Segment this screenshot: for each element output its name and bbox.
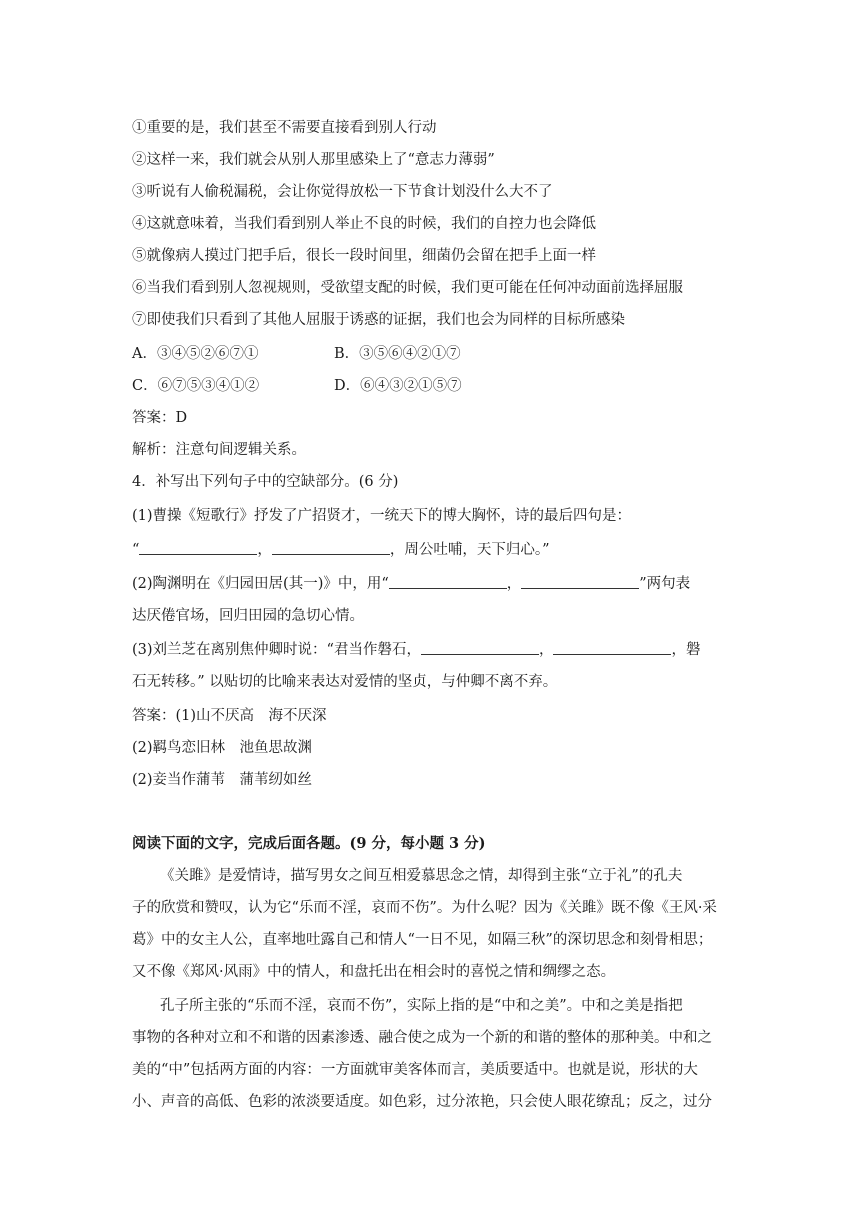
comma: ，	[538, 642, 554, 658]
q4-part3-line1	[132, 640, 700, 660]
q4-answer-2: (2)羁鸟恋旧林 池鱼思故渊	[132, 740, 313, 756]
option-c: C．⑥⑦⑤③④①②	[132, 378, 260, 394]
fill-blank-6[interactable]	[553, 640, 671, 655]
part2-head: (2)陶渊明在《归园田居(其一)》中，用“	[132, 576, 389, 592]
reading-p1-line1: 《关雎》是爱情诗，描写男女之间互相爱慕思念之情，却得到主张“立于礼”的孔夫	[160, 868, 683, 884]
fill-blank-5[interactable]	[421, 640, 539, 655]
reading-heading: 阅读下面的文字，完成后面各题。(9 分，每小题 3 分)	[132, 835, 486, 852]
comma: ，	[506, 576, 522, 592]
option-d: D．⑥④③②①⑤⑦	[334, 378, 462, 394]
reading-p2-line4: 小、声音的高低、色彩的浓淡要适度。如色彩，过分浓艳，只会使人眼花缭乱；反之，过分	[132, 1094, 712, 1110]
q4-part2-line1	[132, 574, 690, 594]
order-item-2: ②这样一来，我们就会从别人那里感染上了“意志力薄弱”	[132, 152, 495, 168]
order-item-7: ⑦即使我们只看到了其他人屈服于诱惑的证据，我们也会为同样的目标所感染	[132, 312, 625, 328]
q4-answer-1: 答案：(1)山不厌高 海不厌深	[132, 708, 327, 724]
reading-p2-line1: 孔子所主张的“乐而不淫，哀而不伤”，实际上指的是“中和之美”。中和之美是指把	[160, 998, 683, 1014]
fill-blank-2[interactable]	[272, 540, 390, 555]
order-item-5: ⑤就像病人摸过门把手后，很长一段时间里，细菌仍会留在把手上面一样	[132, 248, 596, 264]
reading-p2-line3: 美的“中”包括两方面的内容：一方面就审美客体而言，美质要适中。也就是说，形状的大	[132, 1062, 698, 1078]
order-item-6: ⑥当我们看到别人忽视规则，受欲望支配的时候，我们更可能在任何冲动面前选择屈服	[132, 280, 683, 296]
reading-p1-line3: 葛》中的女主人公，直率地吐露自己和情人“一日不见，如隔三秋”的深切思念和刻骨相思；	[132, 932, 713, 948]
reading-p1-line2: 子的欣赏和赞叹，认为它“乐而不淫，哀而不伤”。为什么呢？因为《关雎》既不像《王风·采	[132, 900, 717, 916]
order-item-3: ③听说有人偷税漏税，会让你觉得放松一下节食计划没什么大不了	[132, 184, 553, 200]
q4-part3-line2: 石无转移。” 以贴切的比喻来表达对爱情的坚贞，与仲卿不离不弃。	[132, 674, 558, 690]
q3-answer: 答案：D	[132, 410, 188, 426]
fill-blank-3[interactable]	[389, 574, 507, 589]
reading-p2-line2: 事物的各种对立和不和谐的因素渗透、融合使之成为一个新的和谐的整体的那种美。中和之	[132, 1030, 712, 1046]
order-item-4: ④这就意味着，当我们看到别人举止不良的时候，我们的自控力也会降低	[132, 216, 596, 232]
comma: ，	[257, 542, 272, 558]
part3-tail: ，磐	[671, 642, 701, 658]
part1-tail: ，周公吐哺，天下归心。”	[389, 542, 550, 558]
option-a: A．③④⑤②⑥⑦①	[132, 346, 259, 362]
q4-part1-line1: (1)曹操《短歌行》抒发了广招贤才，一统天下的博大胸怀，诗的最后四句是：	[132, 508, 632, 524]
part3-head: (3)刘兰芝在离别焦仲卿时说：“君当作磐石，	[132, 642, 421, 658]
q4-title: 4．补写出下列句子中的空缺部分。(6 分)	[132, 474, 399, 490]
q4-part1-line2	[132, 540, 550, 560]
option-b: B．③⑤⑥④②①⑦	[334, 346, 461, 362]
q3-analysis: 解析：注意句间逻辑关系。	[132, 442, 306, 458]
q4-part2-line2: 达厌倦官场，回归田园的急切心情。	[132, 608, 364, 624]
reading-p1-line4: 又不像《郑风·风雨》中的情人，和盘托出在相会时的喜悦之情和绸缪之态。	[132, 964, 616, 980]
order-item-1: ①重要的是，我们甚至不需要直接看到别人行动	[132, 120, 437, 136]
fill-blank-4[interactable]	[521, 574, 639, 589]
part2-tail: ”两句表	[639, 576, 691, 592]
q4-answer-3: (2)妾当作蒲苇 蒲苇纫如丝	[132, 772, 313, 788]
quote-open: “	[132, 542, 140, 558]
fill-blank-1[interactable]	[139, 540, 257, 555]
